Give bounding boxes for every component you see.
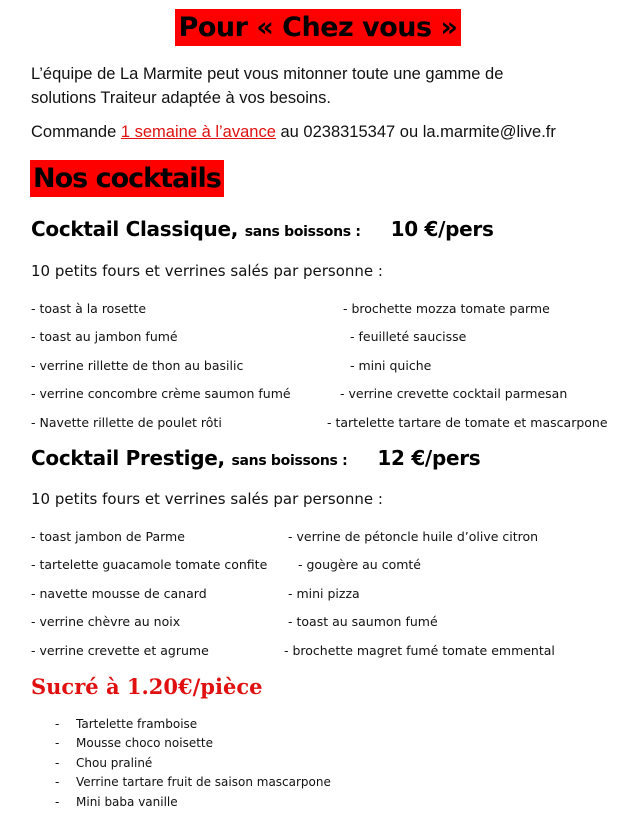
prestige-name: Cocktail Prestige,	[31, 446, 225, 470]
prestige-heading	[31, 446, 480, 470]
order-contact: au 0238315347 ou la.marmite@live.fr	[275, 123, 556, 141]
order-prefix: Commande	[31, 123, 121, 141]
dessert-item: Mousse choco noisette	[76, 736, 214, 750]
list-item: - toast au jambon fumé	[31, 329, 178, 344]
order-line	[31, 123, 556, 142]
page-title: Pour « Chez vous »	[175, 9, 461, 46]
bullet-dash: -	[55, 775, 60, 789]
classique-name: Cocktail Classique,	[31, 217, 239, 241]
list-item: - mini quiche	[350, 358, 432, 373]
classique-intro: 10 petits fours et verrines salés par personne :	[31, 262, 383, 280]
list-item: - navette mousse de canard	[31, 586, 207, 601]
list-item: - tartelette tartare de tomate et mascarpone	[327, 415, 608, 430]
list-item: - mini pizza	[288, 586, 360, 601]
dessert-item: Chou praliné	[76, 756, 153, 770]
prestige-note: sans boissons :	[231, 453, 348, 469]
classique-note: sans boissons :	[244, 224, 361, 240]
sucre-heading: Sucré à 1.20€/pièce	[31, 674, 263, 699]
list-item: - toast au saumon fumé	[288, 614, 438, 629]
dessert-item: Mini baba vanille	[76, 795, 178, 809]
list-item: - verrine crevette cocktail parmesan	[340, 386, 568, 401]
list-item: - verrine chèvre au noix	[31, 614, 181, 629]
bullet-dash: -	[55, 756, 60, 770]
classique-heading	[31, 217, 494, 241]
list-item: - Navette rillette de poulet rôti	[31, 415, 222, 430]
bullet-dash: -	[55, 717, 60, 731]
list-item: - gougère au comté	[298, 557, 421, 572]
prestige-intro: 10 petits fours et verrines salés par personne :	[31, 490, 383, 508]
bullet-dash: -	[55, 795, 60, 809]
list-item: - verrine de pétoncle huile d’olive citron	[288, 529, 539, 544]
list-item: - toast à la rosette	[31, 301, 147, 316]
intro-line-1: L’équipe de La Marmite peut vous mitonner toute une gamme de	[31, 65, 504, 83]
list-item: - verrine concombre crème saumon fumé	[31, 386, 291, 401]
intro-line-2: solutions Traiteur adaptée à vos besoins.	[31, 89, 331, 107]
dessert-item: Verrine tartare fruit de saison mascarpone	[76, 775, 331, 789]
prestige-price: 12 €/pers	[377, 446, 481, 470]
list-item: - verrine rillette de thon au basilic	[31, 358, 244, 373]
advance-link[interactable]: 1 semaine à l’avance	[120, 123, 276, 141]
bullet-dash: -	[55, 736, 60, 750]
classique-price: 10 €/pers	[390, 217, 494, 241]
dessert-item: Tartelette framboise	[76, 717, 198, 731]
list-item: - feuilleté saucisse	[350, 329, 467, 344]
list-item: - tartelette guacamole tomate confite	[31, 557, 268, 572]
list-item: - brochette magret fumé tomate emmental	[284, 643, 555, 658]
list-item: - brochette mozza tomate parme	[343, 301, 550, 316]
list-item: - toast jambon de Parme	[31, 529, 185, 544]
list-item: - verrine crevette et agrume	[31, 643, 209, 658]
section-title-cocktails: Nos cocktails	[30, 160, 224, 197]
